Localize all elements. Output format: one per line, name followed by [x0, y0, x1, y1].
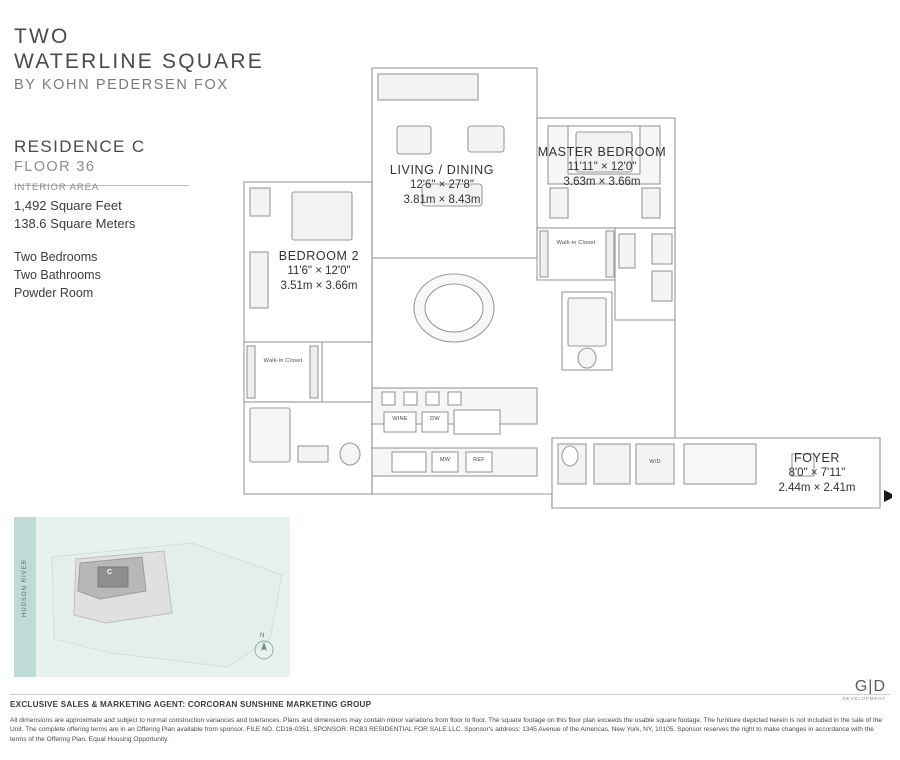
feature-item: Powder Room [14, 286, 94, 300]
label-microwave: MW [439, 457, 451, 463]
developer-logo [842, 678, 886, 701]
brand-line-2: WATERLINE SQUARE [14, 50, 264, 73]
floorplan-drawing [232, 56, 892, 526]
feature-item: Two Bedrooms [14, 250, 98, 264]
marketing-agent-line: EXCLUSIVE SALES & MARKETING AGENT: CORCORAN SUNSHINE MARKETING GROUP [10, 700, 372, 709]
developer-logo-sub: DEVELOPMENT [842, 696, 886, 701]
label-dishwasher: DW [430, 416, 440, 422]
interior-area-block [14, 182, 244, 233]
interior-area-label: INTERIOR AREA [14, 182, 100, 193]
brand-line-1: TWO [14, 25, 70, 48]
label-wine: WINE [392, 416, 408, 422]
room-label-foyer: FOYER 8'0" × 7'11" 2.44m × 2.41m [778, 451, 856, 494]
label-refrigerator: REF [473, 457, 485, 463]
label-washer-dryer: W/D [649, 459, 661, 465]
room-label-living-dining: LIVING / DINING 12'6" × 27'8" 3.81m × 8.43m [389, 163, 495, 206]
river-label: HUDSON RIVER [22, 559, 28, 618]
area-square-meters: 138.6 Square Meters [14, 216, 136, 231]
residence-block [14, 136, 214, 186]
residence-floor: FLOOR 36 [14, 159, 96, 175]
footer-divider [10, 694, 890, 695]
residence-title: RESIDENCE C [14, 137, 146, 156]
label-walk-in-closet-master: Walk-in Closet [556, 240, 596, 246]
label-walk-in-closet-bedroom2: Walk-in Closet [263, 358, 303, 364]
compass-north-icon: N [260, 633, 265, 639]
room-label-bedroom-2: BEDROOM 2 11'6" × 12'0" 3.51m × 3.66m [278, 249, 360, 292]
feature-list [14, 248, 244, 302]
developer-logo-text: G|D [854, 678, 886, 695]
area-square-feet: 1,492 Square Feet [14, 198, 122, 213]
brand-line-3: BY KOHN PEDERSEN FOX [14, 77, 229, 93]
site-map [14, 517, 290, 677]
site-map-svg [14, 517, 290, 677]
legal-disclaimer: All dimensions are approximate and subject to normal construction variances and tolerances. Plans and dimensions may contain minor variations from floor to floor. The square footage on this floor plan exceeds the usable square footage. The furniture depicted herein is not included in the sale of the Unit. The complete offering terms are in an Offering Plan available from sponsor. FILE NO. CD16-0351. SPONSOR: RCB3 RESIDENTIAL FOR SALE LLC. Sponsor's address: 1345 Avenue of the Americas, New York, NY, 10105. Sponsor reserves the right to make changes in accordance with the terms of the Offering Plan. Equal Housing Opportunity. [10, 717, 883, 743]
site-building-marker: C [107, 569, 113, 576]
feature-item: Two Bathrooms [14, 268, 101, 282]
room-label-master-bedroom: MASTER BEDROOM 11'11" × 12'0" 3.63m × 3.66m [537, 145, 667, 188]
